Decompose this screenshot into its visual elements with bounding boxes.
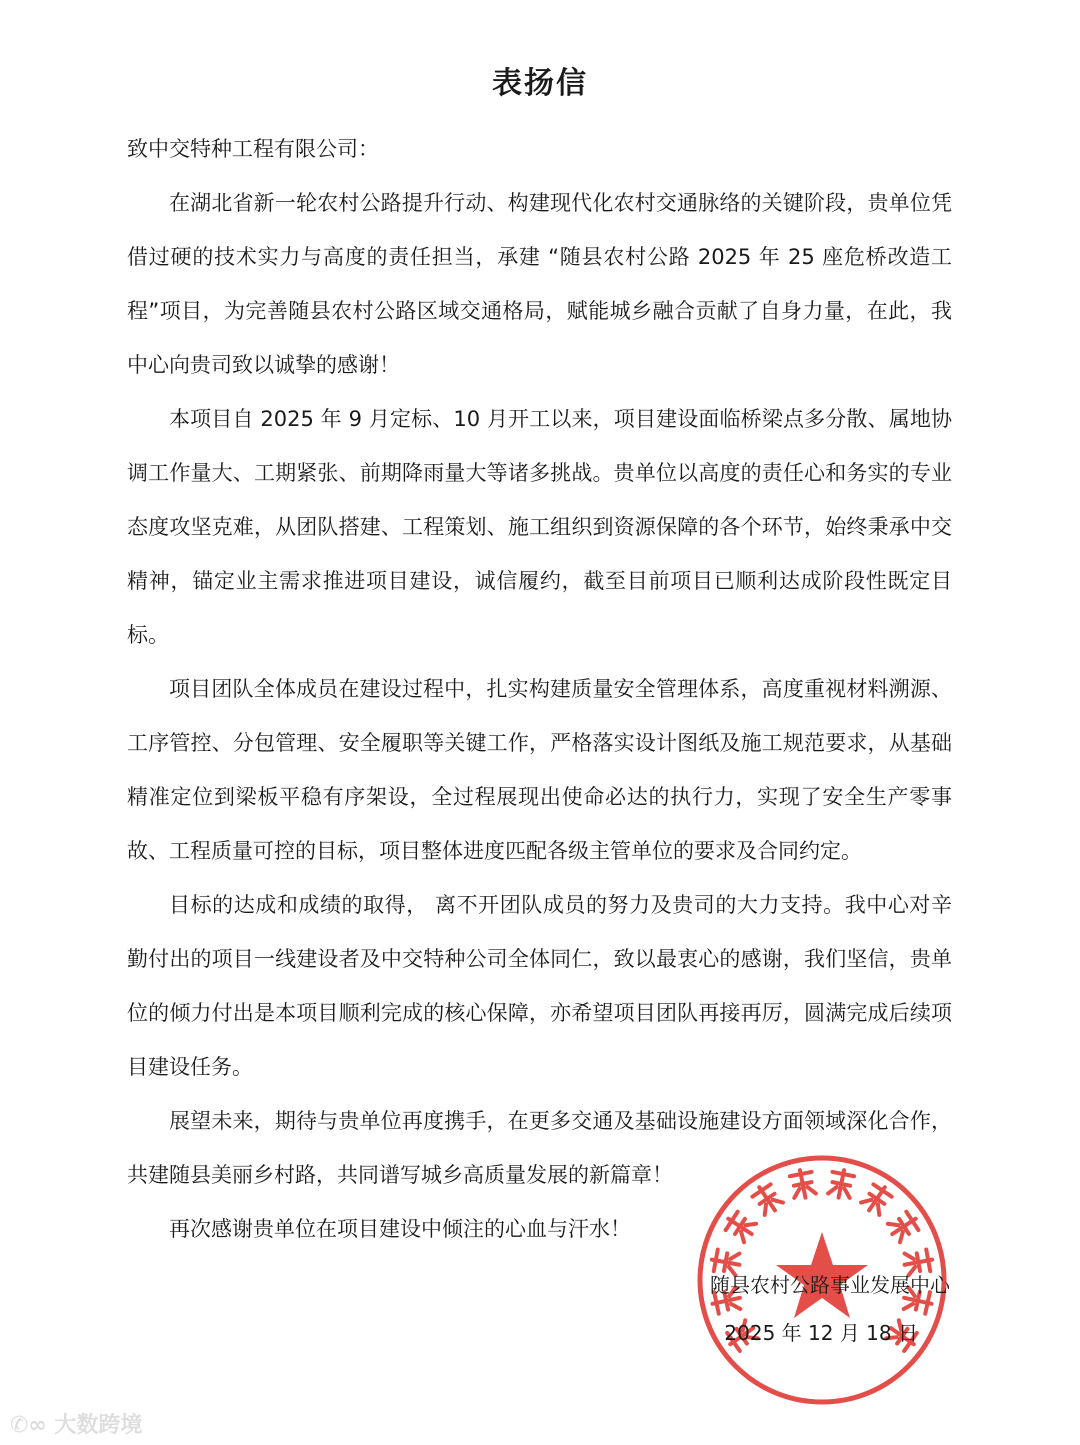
salutation: 致中交特种工程有限公司： bbox=[127, 137, 379, 161]
seal-glyph-mark bbox=[886, 1210, 921, 1244]
watermark-text: 大数跨境 bbox=[54, 1413, 143, 1438]
seal-glyph-mark bbox=[789, 1168, 816, 1200]
seal-glyph-mark bbox=[828, 1168, 855, 1200]
paragraph: 本项目自 2025 年 9 月定标、10 月开工以来，项目建设面临桥梁点多分散、属地协调工作量大、工期紧张、前期降雨量大等诸多挑战。贵单位以高度的责任心和务实的专业态度攻坚克难，从团队搭建、工程策划、施工组织到资源保障的各个环节，始终秉承中交精神，锚定业主需求推进项目建设，诚信履约，截至目前项目已顺利达成阶段性既定目标。 bbox=[127, 407, 952, 647]
seal-glyph-mark bbox=[750, 1181, 784, 1217]
seal-glyph-mark bbox=[860, 1181, 894, 1217]
date: 2025 年 12 月 18 日 bbox=[724, 1321, 918, 1345]
paragraph: 项目团队全体成员在建设过程中，扎实构建质量安全管理体系，高度重视材料溯源、工序管控、分包管理、安全履职等关键工作，严格落实设计图纸及施工规范要求，从基础精准定位到梁板平稳有序架设，全过程展现出使命必达的执行力，实现了安全生产零事故、工程质量可控的目标，项目整体进度匹配各级主管单位的要求及合同约定。 bbox=[127, 677, 952, 863]
paragraph: 展望未来，期待与贵单位再度携手，在更多交通及基础设施建设方面领域深化合作，共建随县美丽乡村路，共同谱写城乡高质量发展的新篇章！ bbox=[127, 1109, 952, 1187]
letter-title: 表扬信 bbox=[492, 66, 588, 101]
paragraph: 在湖北省新一轮农村公路提升行动、构建现代化农村交通脉络的关键阶段，贵单位凭借过硬的技术实力与高度的责任担当，承建 “随县农村公路 2025 年 25 座危桥改造工程”项目，为完善随县农村公路区域交通格局，赋能城乡融合贡献了自身力量，在此，我中心向贵司致以诚挚的感谢！ bbox=[127, 191, 952, 377]
signature: 随县农村公路事业发展中心 bbox=[710, 1273, 950, 1297]
paragraph: 再次感谢贵单位在项目建设中倾注的心血与汗水！ bbox=[169, 1217, 631, 1241]
letter-body bbox=[127, 122, 952, 1256]
watermark-logo-icon: ✆∞ bbox=[10, 1413, 55, 1438]
paragraph: 目标的达成和成绩的取得， 离不开团队成员的努力及贵司的大力支持。我中心对辛勤付出的项目一线建设者及中交特种公司全体同仁，致以最衷心的感谢，我们坚信，贵单位的倾力付出是本项目顺利完成的核心保障，亦希望项目团队再接再厉，圆满完成后续项目建设任务。 bbox=[127, 893, 952, 1079]
seal-glyph-mark bbox=[722, 1210, 757, 1244]
watermark bbox=[10, 1408, 142, 1439]
